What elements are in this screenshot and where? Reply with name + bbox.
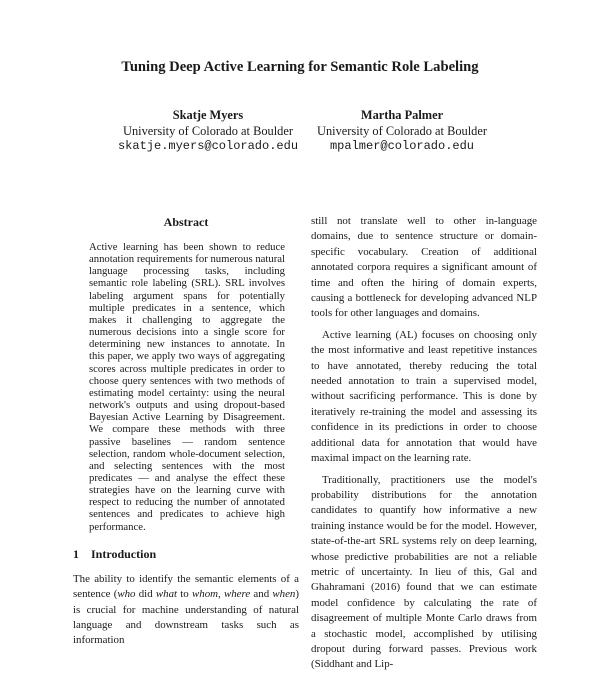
intro-text-run: did (135, 588, 156, 601)
intro-italic-where: where (223, 588, 251, 601)
intro-text-run: ) is crucial for machine understanding of natural language and downstream tasks such as information (73, 588, 299, 647)
right-column-body (311, 214, 537, 673)
author-name: Skatje Myers (172, 108, 244, 122)
intro-italic-when: when (272, 588, 296, 601)
author-affiliation: University of Colorado at Boulder (123, 123, 293, 138)
intro-text-run: The ability to identify the semantic elements of a sentence ( (73, 572, 299, 601)
author-email: skatje.myers@colorado.edu (117, 139, 299, 153)
right-column (311, 214, 537, 673)
body-paragraph-continued: still not translate well to other in-language domains, due to sentence structure or domain-specific vocabulary. Creation of additional annotated corpora requires a significant amount of time and often the hiring of domain experts, causing a bottleneck for developing advanced NLP tools for other languages and domains. (311, 215, 537, 320)
intro-text-run: and (250, 588, 273, 601)
left-column (73, 214, 299, 649)
intro-italic-who: who (117, 588, 136, 601)
abstract-text: Active learning has been shown to reduce annotation requirements for numerous natural language processing tasks, including semantic role labeling (SRL). SRL involves labeling argument spans for potentially multiple predicates in a sentence, which makes it challenging to aggregate the numerous decisions into a single score for determining new instances to annotate. In this paper, we apply two ways of aggregating scores across multiple predicates in order to choose query sentences with two methods of estimating model certainty: using the neural network's outputs and using dropout-based Bayesian Active Learning by Disagreement. We compare these methods with three passive baselines — random sentence selection, random whole-document selection, and selecting sentences with the most predicates — and analyse the effect these strategies have on the learning curve with respect to reducing the number of annotated sentences and predicates to achieve high performance. (89, 241, 285, 533)
intro-italic-what: what (155, 588, 178, 601)
paper-title: Tuning Deep Active Learning for Semantic Role Labeling (121, 59, 479, 75)
intro-italic-whom: whom (191, 588, 219, 601)
section-heading-introduction (73, 546, 299, 562)
intro-paragraph (73, 572, 299, 649)
intro-text-run: to (177, 588, 192, 601)
section-title: Introduction (91, 546, 157, 561)
body-paragraph-traditionally: Traditionally, practitioners use the model's probability distributions for the annotation candidates to quantify how informative a new training instance would be for the model. However, state-of-the-art SRL systems rely on deep learning, whose predictive probabilities are not a reliable metric of uncertainty. In lieu of this, Gal and Ghahramani (2016) found that we can estimate model confidence by calculating the rate of disagreement of multiple Monte Carlo draws from a stochastic model, accomplished by utilising dropout during forward passes. Previous work (Siddhant and Lip- (311, 473, 537, 671)
author-email: mpalmer@colorado.edu (329, 139, 475, 153)
author-block-2 (292, 108, 512, 155)
body-paragraph-active-learning: Active learning (AL) focuses on choosing only the most informative and least repetitive instances to have annotated, thereby reducing the total needed annotation to train a supervised model, without sacrificing performance. This is done by iteratively re-training the model and assessing its confidence in its predictions in order to choose additional data for annotation that would have maximal impact on the learning rate. (311, 328, 537, 465)
author-name: Martha Palmer (360, 108, 444, 122)
abstract-heading: Abstract (163, 215, 209, 229)
author-block-1 (98, 108, 318, 155)
author-affiliation: University of Colorado at Boulder (317, 123, 487, 138)
section-number: 1 (73, 546, 79, 561)
intro-text-run: , (218, 588, 224, 601)
